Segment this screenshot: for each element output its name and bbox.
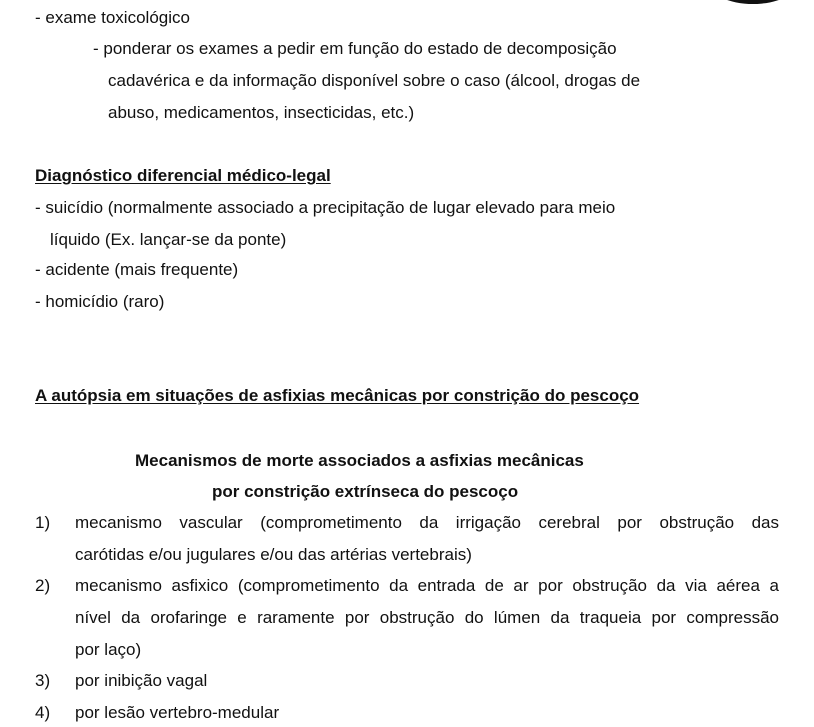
toxicology-sub-line-1: - ponderar os exames a pedir em função do estado de decomposição [93,39,617,58]
differential-item-accident: - acidente (mais frequente) [35,260,239,279]
list-item-number: 3) [35,671,51,690]
list-item-number: 1) [35,513,51,532]
list-item-line: por lesão vertebro-medular [75,703,280,722]
page-corner-mark [708,0,798,4]
differential-item-suicide: - suicídio (normalmente associado a precipitação de lugar elevado para meio [35,198,616,217]
list-item-number: 2) [35,576,51,595]
list-item-number: 4) [35,703,51,722]
differential-heading: Diagnóstico diferencial médico-legal [35,166,331,185]
autopsy-heading: A autópsia em situações de asfixias mecânicas por constrição do pescoço [35,386,640,405]
list-item-line: mecanismo asfixico (comprometimento da entrada de ar por obstrução da via aérea a [75,576,779,595]
differential-item-suicide-cont: líquido (Ex. lançar-se da ponte) [50,230,287,249]
list-item-line: mecanismo vascular (comprometimento da irrigação cerebral por obstrução das [75,513,779,532]
list-item-line: por laço) [75,640,142,659]
mechanisms-subtitle-line-2: por constrição extrínseca do pescoço [212,482,519,501]
list-item-line: por inibição vagal [75,671,208,690]
list-item-line: nível da orofaringe e raramente por obstrução do lúmen da traqueia por compressão [75,608,779,627]
mechanisms-subtitle-line-1: Mecanismos de morte associados a asfixias mecânicas [135,451,584,470]
toxicology-sub-line-3: abuso, medicamentos, insecticidas, etc.) [108,103,415,122]
toxicology-item: - exame toxicológico [35,8,190,27]
toxicology-sub-line-2: cadavérica e da informação disponível sobre o caso (álcool, drogas de [108,71,641,90]
differential-item-homicide: - homicídio (raro) [35,292,165,311]
list-item-line: carótidas e/ou jugulares e/ou das artérias vertebrais) [75,545,472,564]
